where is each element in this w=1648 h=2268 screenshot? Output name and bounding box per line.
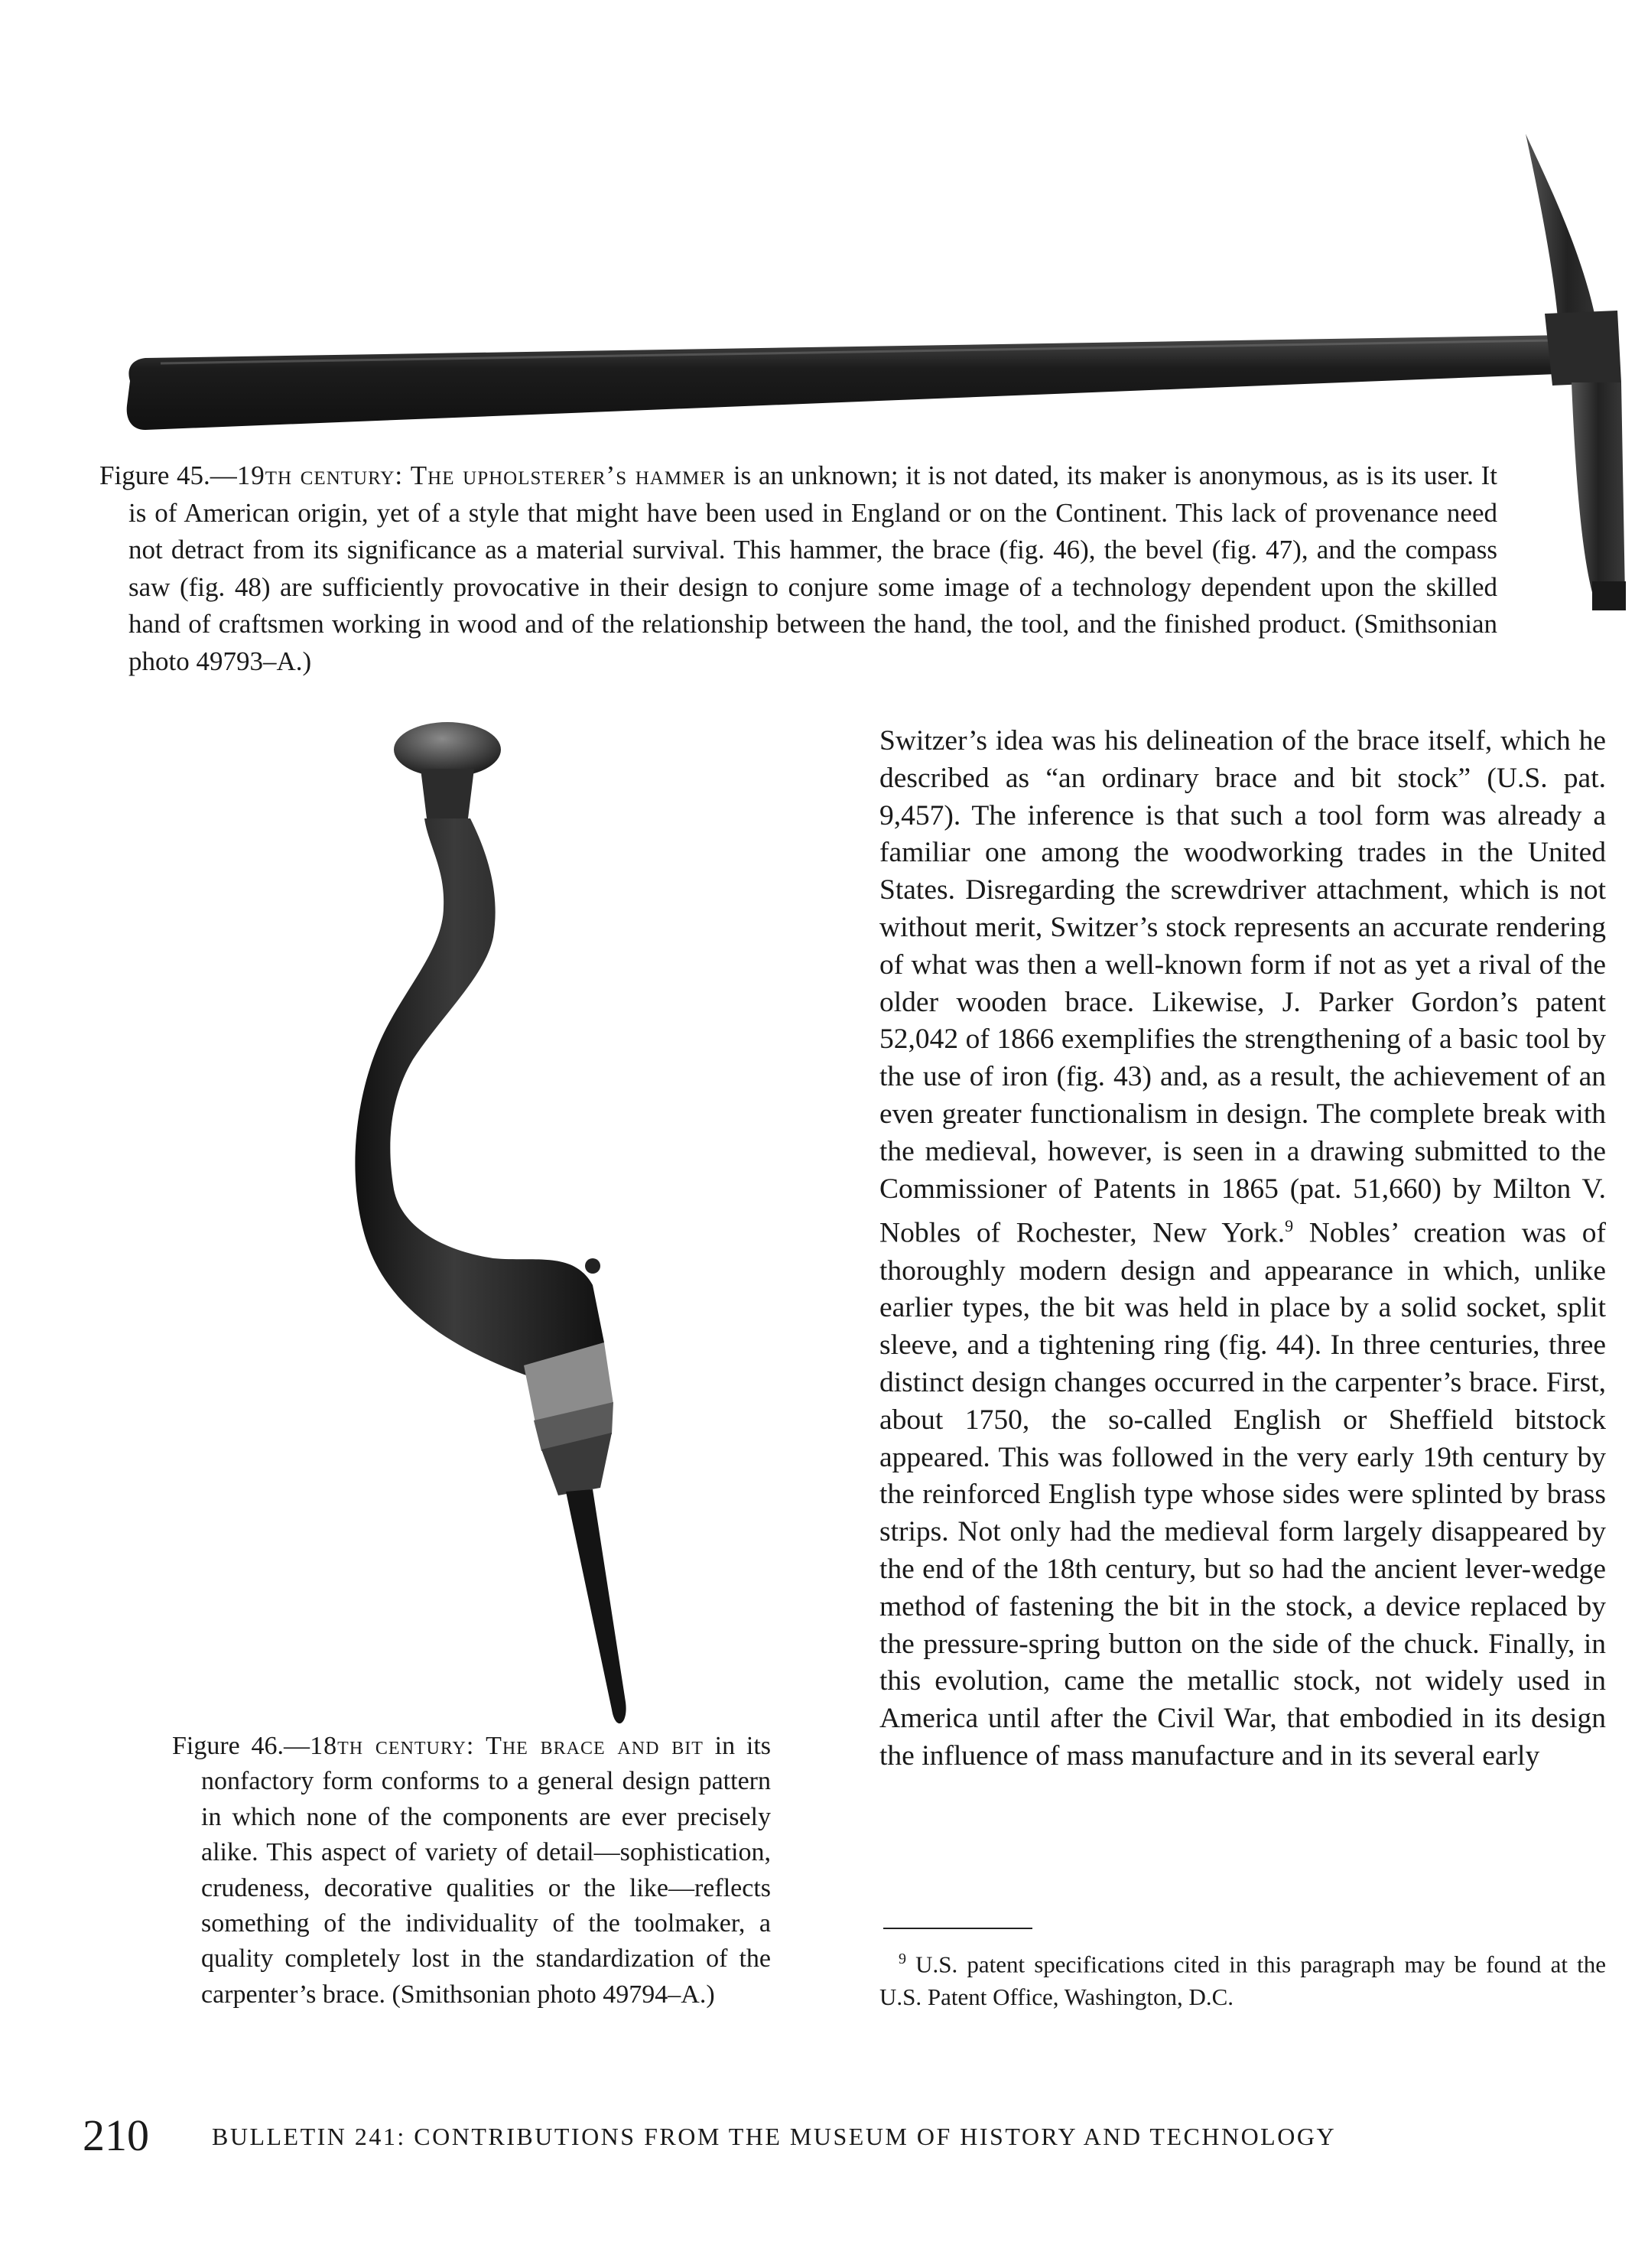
brace-crank: [355, 818, 604, 1381]
body-text-part-1: Switzer’s idea was his delineation of the brace itself, which he described as “an ordinary brace and bit stock” (U.S. pat. 9,457). The inference is that such a tool form was already a familiar one among the woodworking trades in the United States. Disregarding the screwdriver attachment, which is not without merit, Switzer’s stock represents an accurate rendering of what was then a well-known form if not as yet a rival of the older wooden brace. Likewise, J. Parker Gordon’s patent 52,042 of 1866 exemplifies the strengthening of a basic tool by the use of iron (fig. 43) and, as a result, the achievement of an even greater functionalism in design. The complete break with the medieval, however, is seen in a drawing submitted to the Commissioner of Patents in 1865 (pat. 51,660) by Milton V. Nobles of Rochester, New York.: [879, 725, 1606, 1249]
page-number: 210: [83, 2110, 149, 2160]
body-text-column: [879, 723, 1606, 1775]
figure-45-label: Figure 45.—: [99, 460, 237, 490]
figure-46-caption-text: in its nonfactory form conforms to a general design pattern in which none of the components are ever precisely alike. This aspect of variety of detail—sophistication, crudeness, decorative qualities or the like—reflects something of the individuality of the toolmaker, a quality completely lost in the standardization of the carpenter’s brace. (Smithsonian photo 49794–A.): [201, 1732, 771, 2009]
footnote: [879, 1943, 1606, 2013]
figure-45-subject: The upholsterer’s hammer: [410, 460, 726, 490]
figure-46-brace-photo: [329, 715, 726, 1756]
figure-45-caption-text: is an unknown; it is not dated, its maker is anonymous, as is its user. It is of American origin, yet of a style that might have been used in England or on the Continent. This lack of provenance need not detract from its significance as a material survival. This hammer, the brace (fig. 46), the bevel (fig. 47), and the compass saw (fig. 48) are sufficiently provocative in their design to conjure some image of a technology dependent upon the skilled hand of craftsmen working in wood and of the relationship between the hand, the tool, and the finished product. (Smithsonian photo 49793–A.): [128, 460, 1498, 676]
figure-46-caption: [172, 1729, 771, 2013]
footnote-text: U.S. patent specifications cited in this paragraph may be found at the U.S. Patent Office, Washington, D.C.: [879, 1951, 1606, 2011]
figure-46-period: 18th century:: [310, 1732, 475, 1760]
running-footer: BULLETIN 241: CONTRIBUTIONS FROM THE MUSEUM OF HISTORY AND TECHNOLOGY: [212, 2123, 1337, 2150]
footnote-number: 9: [899, 1951, 906, 1967]
brace-bit: [566, 1489, 626, 1723]
figure-46-label: Figure 46.—: [172, 1732, 310, 1760]
footnote-reference: 9: [1285, 1216, 1294, 1236]
body-text-part-2: Nobles’ creation was of thoroughly modern design and appearance in which, unlike earlier types, the bit was held in place by a solid socket, split sleeve, and a tightening ring (fig. 44). In three centuries, three distinct design changes occurred in the carpenter’s brace. First, about 1750, the so-called English or Sheffield bitstock appeared. This was followed in the very early 19th century by the reinforced English type whose sides were splinted by brass strips. Not only had the medieval form largely disappeared by the end of the 18th century, but so had the ancient lever-wedge method of fastening the bit in the stock, a device replaced by the pressure-spring button on the side of the chuck. Finally, in this evolution, came the metallic stock, not widely used in America until after the Civil War, that embodied in its design the influence of mass manufacture and in its several early: [879, 1217, 1606, 1772]
footnote-rule: [883, 1928, 1032, 1929]
body-paragraph: [879, 723, 1606, 1775]
hammer-face: [1572, 382, 1625, 600]
figure-45-caption: [99, 457, 1497, 680]
figure-45-period: 19th century:: [236, 460, 404, 490]
hammer-handle: [127, 335, 1575, 430]
figure-46-subject: The brace and bit: [486, 1732, 704, 1760]
